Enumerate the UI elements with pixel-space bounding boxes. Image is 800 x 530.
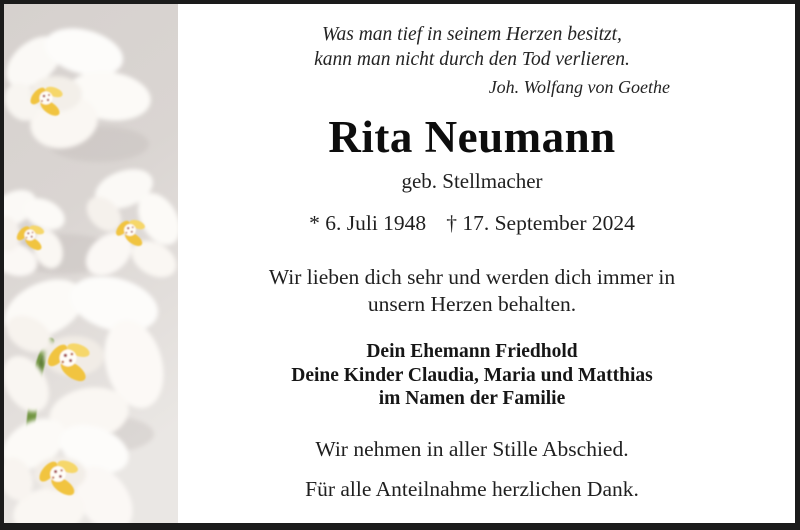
birth-date: * 6. Juli 1948 [309,211,427,235]
farewell-message-line-1: Wir lieben dich sehr und werden dich immer in [268,265,676,289]
quote-line-1: Was man tief in seinem Herzen besitzt, [322,24,622,45]
quiet-farewell-note: Wir nehmen in aller Stille Abschied. [315,437,629,461]
deceased-name: Rita Neumann [328,112,616,162]
notice-content [178,4,766,523]
quote-line-2: kann man nicht durch den Tod verlieren. [314,49,630,70]
quote-attribution: Joh. Wolfang von Goethe [488,77,670,97]
thanks-note: Für alle Anteilnahme herzlichen Dank. [305,477,639,501]
farewell-message-line-2: unsern Herzen behalten. [367,292,577,316]
death-date: † 17. September 2024 [446,211,635,235]
maiden-name: geb. Stellmacher [401,169,543,193]
mourner-line-2: Deine Kinder Claudia, Maria und Matthias [291,364,653,386]
farewell-message [178,264,766,318]
life-dates [178,210,766,237]
orchid-photo [4,4,178,523]
mourners [178,340,766,411]
white-orchids-illustration [4,4,178,523]
mourner-line-1: Dein Ehemann Friedhold [366,341,578,362]
mourner-line-3: im Namen der Familie [378,388,566,409]
memorial-quote [178,22,766,72]
